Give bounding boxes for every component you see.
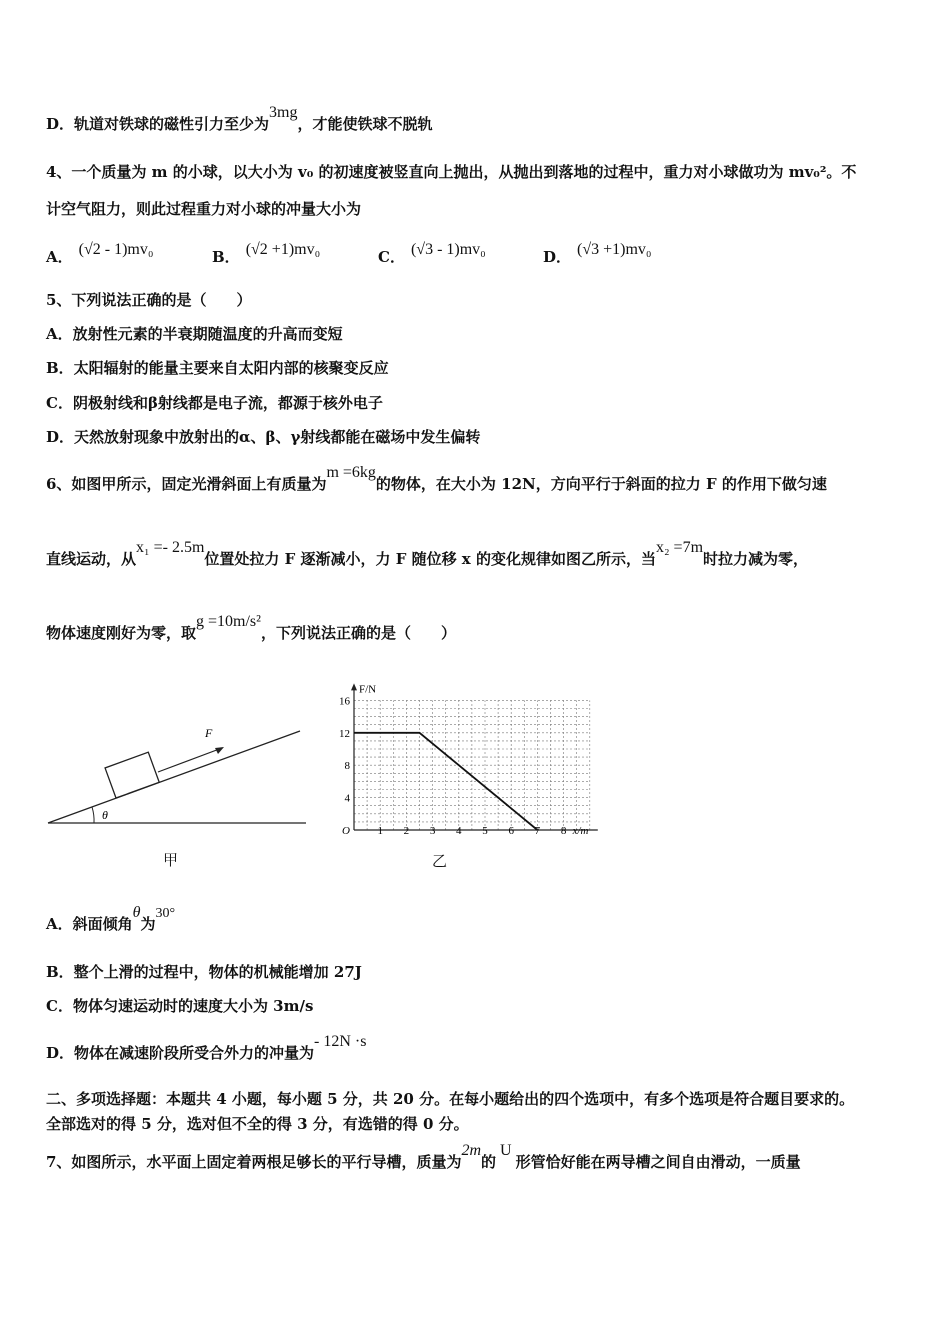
q6-l2-b: 位置处拉力 F 逐渐减小，力 F 随位移 x 的变化规律如图乙所示，当 [204,550,656,568]
q4-option-b [212,241,321,267]
chart-grid [354,700,590,830]
q6-l2-c: 时拉力减为零， [703,550,809,568]
q5-stem: 5、下列说法正确的是（ ） [46,291,252,309]
q7-text: 7、如图所示，水平面上固定着两根足够长的平行导槽，质量为 [46,1153,462,1171]
q5-option-c: C．阴极射线和β射线都是电子流，都源于核外电子 [46,394,383,412]
q6-option-a-angle: 30° [155,906,176,921]
q4-option-a [46,241,154,267]
y-axis-arrow [351,683,357,690]
q5-option-b: B．太阳辐射的能量主要来自太阳内部的核聚变反应 [46,359,389,377]
x-tick-label: 4 [456,825,462,837]
q6-l3-a: 物体速度刚好为零，取 [46,624,197,642]
q6-option-a-wei: 为 [140,915,156,933]
q6-stem-line1 [46,464,827,495]
q4-option-b-label: B． [212,248,240,266]
q4-option-c-math: (√3 - 1)mv₀ [410,241,486,258]
x-tick-label: 6 [508,825,514,837]
section2-heading-line2: 全部选对的得 5 分，选对但不全的得 3 分，有选错的得 0 分。 [46,1115,469,1133]
q4-option-c-label: C． [378,248,405,266]
force-displacement-chart [330,665,602,845]
q6-mass-math: m =6kg [326,464,376,481]
q4-option-a-label: A． [46,248,73,266]
y-tick-label: 16 [339,695,350,708]
x-tick-label: 1 [377,825,383,837]
q6-stem-line3 [46,613,456,644]
y-tick-label: 4 [344,792,350,805]
origin-label: O [342,825,350,837]
incline-slope [48,731,300,823]
y-tick-label: 8 [344,760,350,773]
q6-option-d-math: - 12N ·s [314,1033,367,1050]
x-tick-label: 2 [403,825,410,837]
q4-option-d-math: (√3 +1)mv₀ [577,241,652,258]
force-arrowhead [215,747,224,754]
x-tick-label: 8 [560,825,567,837]
q6-l3-b: ，下列说法正确的是（ ） [260,624,456,642]
incline-diagram [44,715,309,845]
q3-option-d-text: D．轨道对铁球的磁性引力至少为 [46,115,270,133]
block [105,752,159,798]
q6-option-a [46,904,176,936]
q6-option-d-text: D．物体在减速阶段所受合外力的冲量为 [46,1044,315,1062]
q6-option-a-theta: θ [132,904,141,921]
q4-stem-line2: 计空气阻力，则此过程重力对小球的冲量大小为 [46,200,362,218]
x-axis-label: x/m [572,825,589,837]
q6-l1-tail: 的物体，在大小为 12N，方向平行于斜面的拉力 F 的作用下做匀速 [375,475,827,493]
section2-heading-line1: 二、多项选择题：本题共 4 小题，每小题 5 分，共 20 分。在每小题给出的四个选项中，有多个选项是符合题目要求的。 [46,1090,855,1108]
force-label: F [205,726,213,740]
q6-l1-text: 6、如图甲所示，固定光滑斜面上有质量为 [46,475,327,493]
angle-label: θ [102,808,108,822]
q7-de: 的 [481,1153,497,1171]
q7-u-math: U [500,1142,512,1159]
figure-caption-a: 甲 [163,851,179,869]
x-tick-label: 7 [534,825,541,837]
q6-option-a-text: A．斜面倾角 [46,915,133,933]
q6-g-math: g =10m/s² [196,613,261,630]
q4-option-c [378,241,486,267]
y-tick-label: 12 [339,727,350,740]
q3-option-d-math: 3mg [269,104,298,121]
q6-stem-line2 [46,539,809,570]
q7-tail: 形管恰好能在两导槽之间自由滑动，一质量 [515,1153,801,1171]
q7-stem [46,1142,801,1173]
y-axis-label: F/N [359,683,377,696]
q4-option-d [543,241,652,267]
q4-option-d-label: D． [543,248,572,266]
force-arrow [158,748,222,772]
angle-arc [92,807,94,823]
q6-x2-math: x₂ =7m [655,539,704,556]
q5-option-d: D．天然放射现象中放射出的α、β、γ射线都能在磁场中发生偏转 [46,428,481,446]
q4-stem-line1: 4、一个质量为 m 的小球，以大小为 v₀ 的初速度被竖直向上抛出，从抛出到落地的过程中，重力对小球做功为 mv₀²。不 [46,163,857,181]
q4-option-b-math: (√2 +1)mv₀ [245,241,321,258]
x-tick-label: 3 [429,825,436,837]
q6-option-d [46,1033,367,1064]
q3-option-d-tail: ，才能使铁球不脱轨 [297,115,433,133]
q6-l2-a: 直线运动，从 [46,550,137,568]
q6-x1-math: x₁ =- 2.5m [136,539,205,556]
q5-option-a: A．放射性元素的半衰期随温度的升高而变短 [46,325,343,343]
chart-axes [351,683,598,830]
q4-option-a-math: (√2 - 1)mv₀ [78,241,154,258]
q7-mass-math: 2m [461,1142,482,1159]
q6-option-c: C．物体匀速运动时的速度大小为 3m/s [46,997,314,1015]
q3-option-d [46,104,433,135]
figure-caption-b: 乙 [432,852,448,870]
q6-option-b: B．整个上滑的过程中，物体的机械能增加 27J [46,963,362,981]
x-tick-label: 5 [482,825,488,837]
